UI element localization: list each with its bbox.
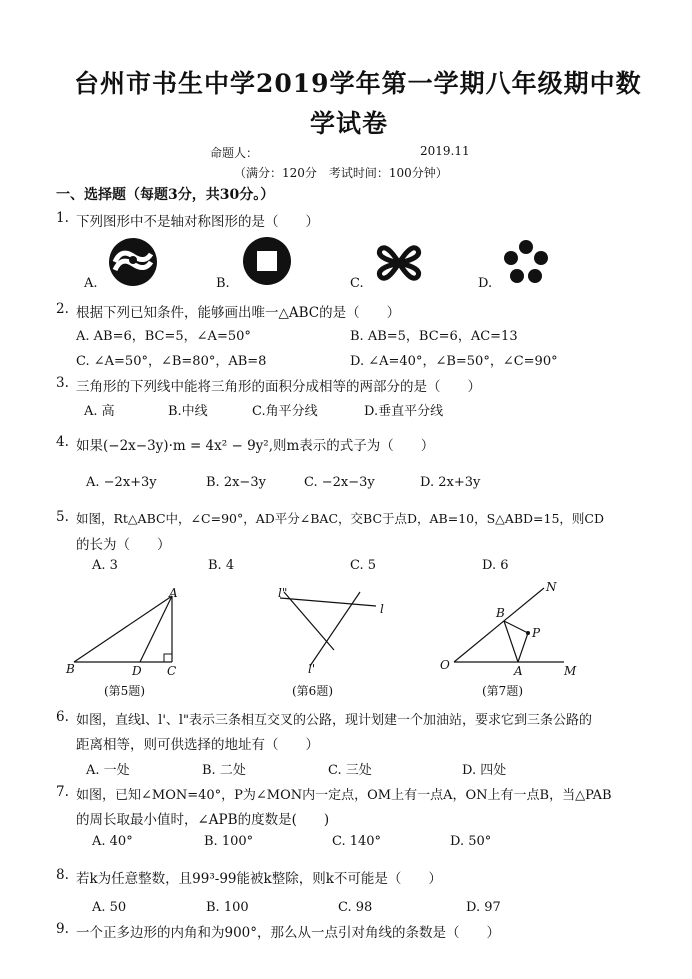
question-6-stem: 如图，直线l、l'、l"表示三条相互交叉的公路，现计划建一个加油站，要求它到三条公路的 [76,713,593,728]
q3-option-b: B.中线 [168,404,208,419]
q1-option-d-label: D. [478,276,493,291]
q6-option-a: A. 一处 [86,763,130,778]
question-5-number: 5. [56,509,69,525]
question-7-stem: 如图，已知∠MON=40°，P为∠MON内一定点，OM上有一点A，ON上有一点B，当△PAB [76,788,612,803]
q2-option-a: A. AB=6，BC=5，∠A=50° [76,329,251,344]
q1-option-b-label: B. [216,276,230,291]
q4-option-c: C. −2x−3y [304,475,375,490]
fig6-label-l-prime: l' [308,662,316,676]
figure-5-caption: (第5题) [104,684,145,698]
fig6-label-l-double-prime: l" [278,586,288,600]
q2-option-d: D. ∠A=40°，∠B=50°，∠C=90° [350,354,558,369]
q1-option-d-figure [502,238,550,286]
question-4-number: 4. [56,434,69,450]
q1-option-c-label: C. [350,276,364,291]
author-label: 命题人： [210,146,259,160]
q7-option-d: D. 50° [450,834,492,849]
question-6-stem-cont: 距离相等，则可供选择的地址有（ ） [76,737,319,753]
q1-option-b-figure [242,236,292,286]
question-6-number: 6. [56,709,69,725]
figure-6-caption: (第6题) [292,684,333,698]
question-7-stem-cont: 的周长取最小值时，∠APB的度数是( ) [76,812,330,828]
q8-option-a: A. 50 [92,900,127,915]
fig7-label-a: A [514,664,523,678]
q3-option-c: C.角平分线 [252,404,318,419]
q5-option-d: D. 6 [482,558,509,573]
q6-option-b: B. 二处 [202,763,246,778]
question-5-stem-cont: 的长为（ ） [76,537,171,553]
q4-option-d: D. 2x+3y [420,475,481,490]
fig6-label-l: l [380,602,384,616]
question-9-stem: 一个正多边形的内角和为900°，那么从一点引对角线的条数是（ ） [76,925,501,941]
question-2-stem: 根据下列已知条件，能够画出唯一△ABC的是（ ） [76,305,401,321]
q1-option-a-label: A. [84,276,98,291]
q7-option-b: B. 100° [204,834,254,849]
q5-option-c: C. 5 [350,558,377,573]
q5-option-a: A. 3 [92,558,118,573]
q2-option-b: B. AB=5，BC=6，AC=13 [350,329,518,344]
q6-option-d: D. 四处 [462,763,507,778]
exam-title-line2: 学试卷 [310,109,389,138]
q7-option-a: A. 40° [92,834,133,849]
score-time: （满分：120分 考试时间：100分钟） [234,166,448,180]
question-1-stem: 下列图形中不是轴对称图形的是（ ） [76,214,319,230]
figure-6-diagram [270,584,390,680]
question-1-number: 1. [56,210,69,226]
question-3-stem: 三角形的下列线中能将三角形的面积分成相等的两部分的是（ ） [76,379,481,395]
exam-title-line1: 台州市书生中学2019学年第一学期八年级期中数 [74,69,642,98]
q2-option-c: C. ∠A=50°，∠B=80°，AB=8 [76,354,267,369]
question-5-stem: 如图，Rt△ABC中，∠C=90°，AD平分∠BAC，交BC于点D，AB=10，S△ABD=15，则CD [76,511,604,526]
fig7-label-o: O [440,658,450,672]
q1-option-c-figure [374,240,424,286]
fig7-label-b: B [496,606,505,620]
fig7-label-m: M [564,664,577,678]
figure-7-caption: (第7题) [482,684,523,698]
q4-option-a: A. −2x+3y [86,475,157,490]
fig7-label-p: P [532,626,541,640]
q6-option-c: C. 三处 [328,763,372,778]
fig5-label-b: B [66,662,75,676]
q8-option-d: D. 97 [466,900,501,915]
q5-option-b: B. 4 [208,558,235,573]
q7-option-c: C. 140° [332,834,382,849]
q3-option-a: A. 高 [84,404,115,419]
question-4-stem: 如果(−2x−3y)·m = 4x² − 9y²,则m表示的式子为（ ） [76,438,435,454]
section-heading: 一、选择题（每题3分，共30分。） [56,187,275,203]
q8-option-b: B. 100 [206,900,249,915]
exam-date: 2019.11 [420,144,470,158]
question-9-number: 9. [56,921,69,937]
q1-option-a-figure [107,236,159,288]
question-3-number: 3. [56,375,69,391]
q3-option-d: D.垂直平分线 [364,404,444,419]
q8-option-c: C. 98 [338,900,373,915]
fig5-label-d: D [132,664,142,678]
fig7-label-n: N [546,580,557,594]
figure-7-diagram [440,578,580,678]
question-2-number: 2. [56,301,69,317]
question-8-stem: 若k为任意整数，且99³-99能被k整除，则k不可能是（ ） [76,871,442,887]
question-8-number: 8. [56,867,69,883]
question-7-number: 7. [56,784,69,800]
q4-option-b: B. 2x−3y [206,475,266,490]
fig5-label-a: A [169,586,178,600]
fig5-label-c: C [167,664,177,678]
